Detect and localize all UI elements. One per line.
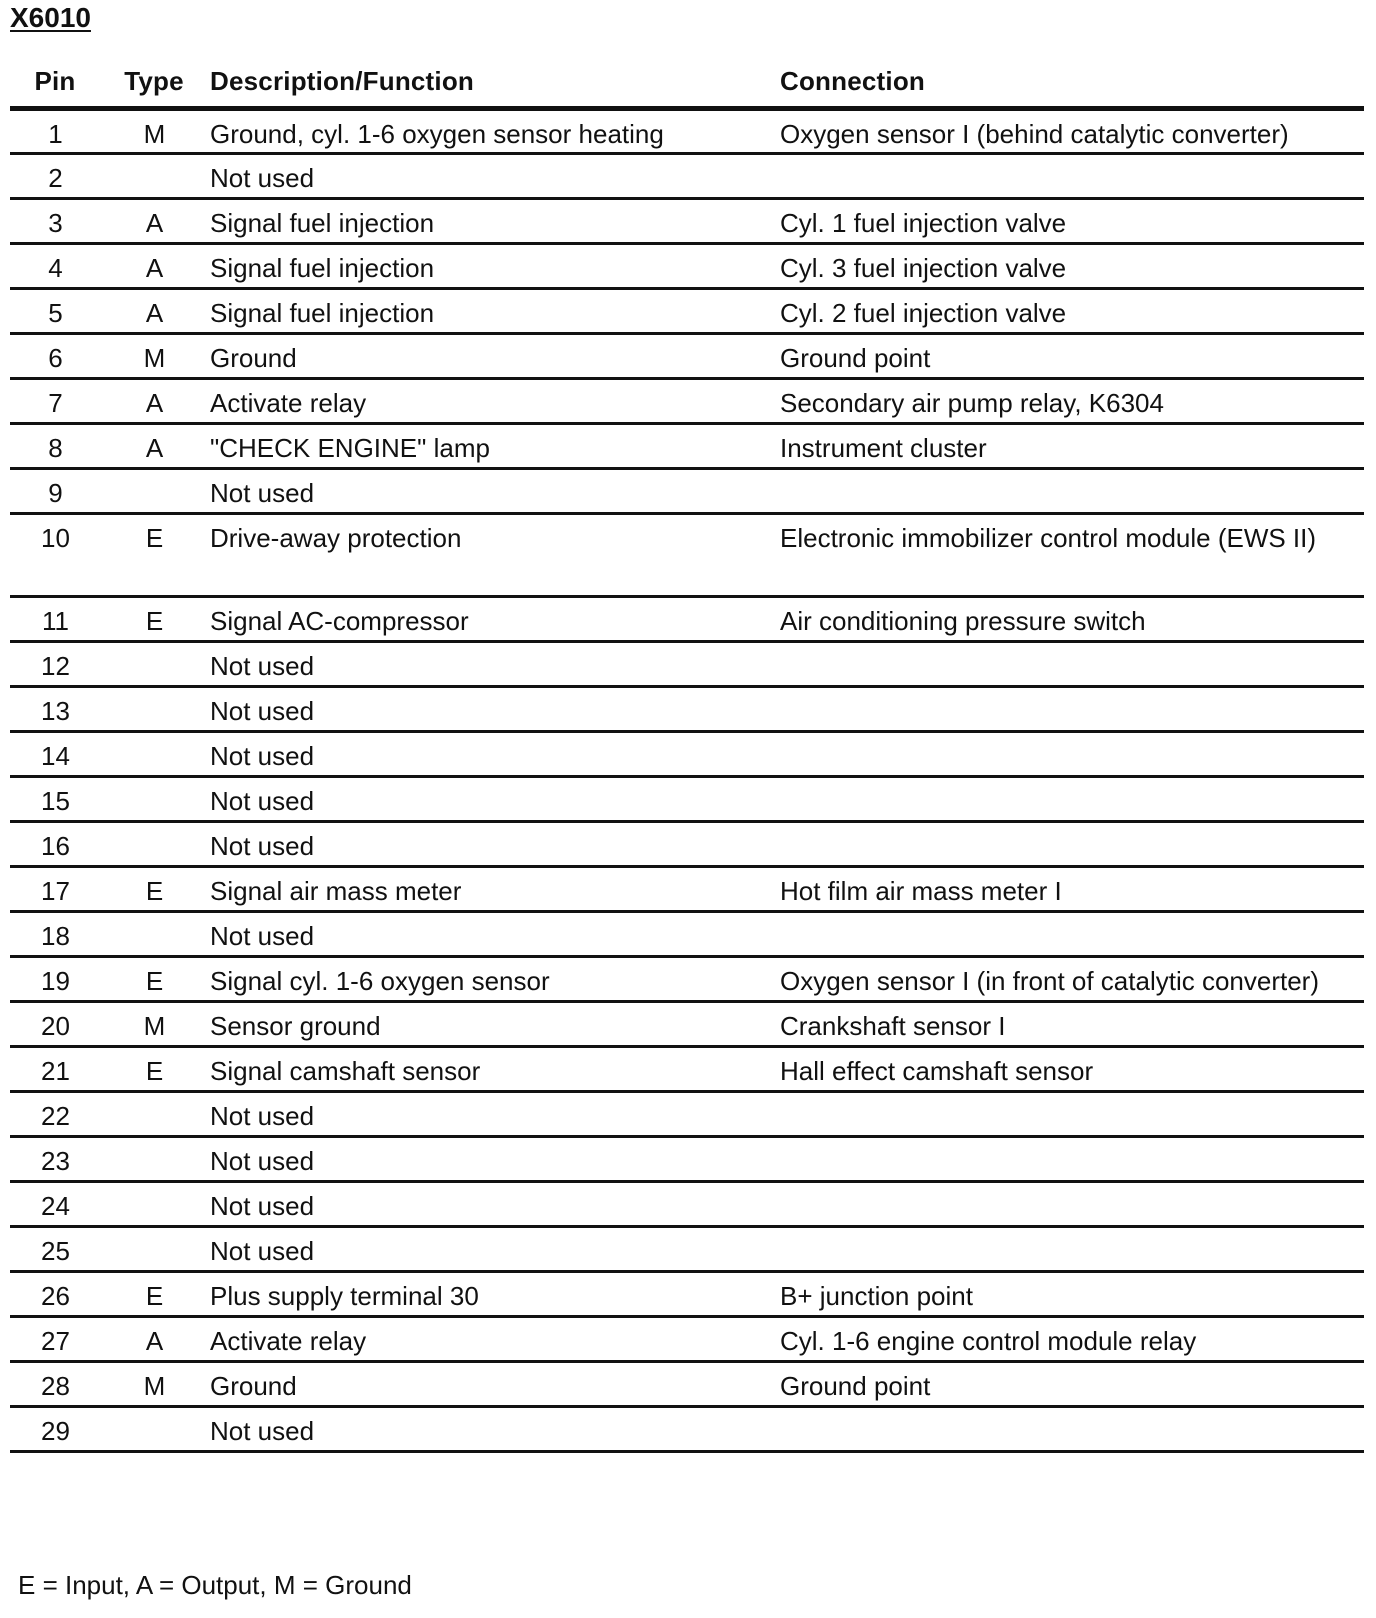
connection-cell [778,642,1364,687]
pin-cell: 23 [10,1137,108,1182]
table-row [10,822,1364,867]
pin-cell: 12 [10,642,108,687]
connection-cell [778,822,1364,867]
table-row [10,912,1364,957]
connection-cell: Oxygen sensor I (behind catalytic converter) [778,109,1364,154]
type-cell [108,687,206,732]
table-row [10,957,1364,1002]
type-cell [108,732,206,777]
pin-cell: 18 [10,912,108,957]
type-cell: E [108,1272,206,1317]
connection-cell: Cyl. 1-6 engine control module relay [778,1317,1364,1362]
table-row [10,732,1364,777]
type-cell: A [108,424,206,469]
connection-cell: Hot film air mass meter I [778,867,1364,912]
type-cell [108,154,206,199]
type-cell: A [108,244,206,289]
connection-cell [778,777,1364,822]
connection-cell [778,154,1364,199]
description-cell: Signal fuel injection [206,199,778,244]
table-row [10,777,1364,822]
connection-cell: Hall effect camshaft sensor [778,1047,1364,1092]
type-cell [108,469,206,514]
connection-cell [778,1092,1364,1137]
description-cell: Signal fuel injection [206,244,778,289]
table-row [10,1182,1364,1227]
description-cell: Not used [206,154,778,199]
pin-cell: 25 [10,1227,108,1272]
column-header-connection: Connection [778,56,1364,109]
connection-cell: Cyl. 1 fuel injection valve [778,199,1364,244]
connection-cell: Crankshaft sensor I [778,1002,1364,1047]
table-row [10,1092,1364,1137]
table-row [10,199,1364,244]
description-cell: Activate relay [206,1317,778,1362]
connection-cell: Cyl. 2 fuel injection valve [778,289,1364,334]
pin-cell: 3 [10,199,108,244]
type-cell: M [108,109,206,154]
type-cell [108,912,206,957]
type-legend: E = Input, A = Output, M = Ground [18,1570,412,1600]
type-cell [108,1227,206,1272]
type-cell [108,1092,206,1137]
table-row [10,1272,1364,1317]
pin-cell: 16 [10,822,108,867]
pin-cell: 26 [10,1272,108,1317]
connection-cell [778,1137,1364,1182]
pin-cell: 28 [10,1362,108,1407]
pin-cell: 15 [10,777,108,822]
pin-cell: 2 [10,154,108,199]
description-cell: Ground, cyl. 1-6 oxygen sensor heating [206,109,778,154]
pin-cell: 1 [10,109,108,154]
type-cell: E [108,867,206,912]
type-cell: A [108,289,206,334]
description-cell: Signal AC-compressor [206,597,778,642]
table-row [10,1362,1364,1407]
description-cell: "CHECK ENGINE" lamp [206,424,778,469]
description-cell: Not used [206,469,778,514]
connection-cell [778,687,1364,732]
description-cell: Not used [206,777,778,822]
table-row [10,1002,1364,1047]
pin-cell: 20 [10,1002,108,1047]
pin-cell: 8 [10,424,108,469]
table-row [10,1047,1364,1092]
column-header-description: Description/Function [206,56,778,109]
type-cell [108,1407,206,1452]
connection-cell: Cyl. 3 fuel injection valve [778,244,1364,289]
pin-cell: 4 [10,244,108,289]
connection-cell: Air conditioning pressure switch [778,597,1364,642]
pin-cell: 27 [10,1317,108,1362]
description-cell: Signal cyl. 1-6 oxygen sensor [206,957,778,1002]
description-cell: Not used [206,687,778,732]
type-cell: E [108,957,206,1002]
type-cell [108,1182,206,1227]
pin-cell: 29 [10,1407,108,1452]
pin-cell: 24 [10,1182,108,1227]
description-cell: Drive-away protection [206,514,778,597]
connection-cell [778,1227,1364,1272]
connection-cell: Ground point [778,1362,1364,1407]
table-row [10,244,1364,289]
table-body [10,109,1364,1452]
table-row [10,597,1364,642]
pin-cell: 7 [10,379,108,424]
description-cell: Sensor ground [206,1002,778,1047]
table-row [10,334,1364,379]
description-cell: Plus supply terminal 30 [206,1272,778,1317]
description-cell: Not used [206,1092,778,1137]
description-cell: Not used [206,642,778,687]
table-row [10,424,1364,469]
description-cell: Activate relay [206,379,778,424]
pin-cell: 21 [10,1047,108,1092]
type-cell: M [108,1002,206,1047]
pinout-table [10,56,1364,1453]
pin-cell: 17 [10,867,108,912]
description-cell: Not used [206,1137,778,1182]
table-row [10,469,1364,514]
table-row [10,687,1364,732]
pin-cell: 19 [10,957,108,1002]
type-cell [108,822,206,867]
connection-cell: B+ junction point [778,1272,1364,1317]
table-row [10,154,1364,199]
description-cell: Signal camshaft sensor [206,1047,778,1092]
pin-cell: 10 [10,514,108,597]
description-cell: Not used [206,822,778,867]
pin-cell: 6 [10,334,108,379]
description-cell: Not used [206,732,778,777]
pin-cell: 5 [10,289,108,334]
column-header-pin: Pin [10,56,108,109]
description-cell: Not used [206,1182,778,1227]
connection-cell [778,732,1364,777]
pin-cell: 9 [10,469,108,514]
type-cell: M [108,334,206,379]
connection-cell [778,912,1364,957]
connection-cell: Electronic immobilizer control module (EWS II) [778,514,1364,597]
table-row [10,1137,1364,1182]
table-row [10,289,1364,334]
description-cell: Not used [206,912,778,957]
table-row [10,1317,1364,1362]
description-cell: Signal air mass meter [206,867,778,912]
pin-cell: 14 [10,732,108,777]
table-row [10,379,1364,424]
type-cell: E [108,514,206,597]
type-cell: E [108,1047,206,1092]
type-cell: A [108,379,206,424]
description-cell: Not used [206,1407,778,1452]
pin-cell: 22 [10,1092,108,1137]
connection-cell: Oxygen sensor I (in front of catalytic converter) [778,957,1364,1002]
type-cell [108,1137,206,1182]
description-cell: Signal fuel injection [206,289,778,334]
type-cell [108,642,206,687]
column-header-type: Type [108,56,206,109]
table-row [10,1407,1364,1452]
description-cell: Ground [206,1362,778,1407]
connector-title: X6010 [10,2,91,33]
connection-cell: Secondary air pump relay, K6304 [778,379,1364,424]
connection-cell: Instrument cluster [778,424,1364,469]
type-cell: E [108,597,206,642]
description-cell: Not used [206,1227,778,1272]
type-cell [108,777,206,822]
description-cell: Ground [206,334,778,379]
type-cell: M [108,1362,206,1407]
table-row [10,1227,1364,1272]
table-row [10,109,1364,154]
table-header-row [10,56,1364,109]
type-cell: A [108,1317,206,1362]
type-cell: A [108,199,206,244]
table-row [10,867,1364,912]
pin-cell: 13 [10,687,108,732]
connection-cell [778,469,1364,514]
connection-cell [778,1182,1364,1227]
connection-cell: Ground point [778,334,1364,379]
table-row [10,514,1364,597]
pin-cell: 11 [10,597,108,642]
connection-cell [778,1407,1364,1452]
table-row [10,642,1364,687]
